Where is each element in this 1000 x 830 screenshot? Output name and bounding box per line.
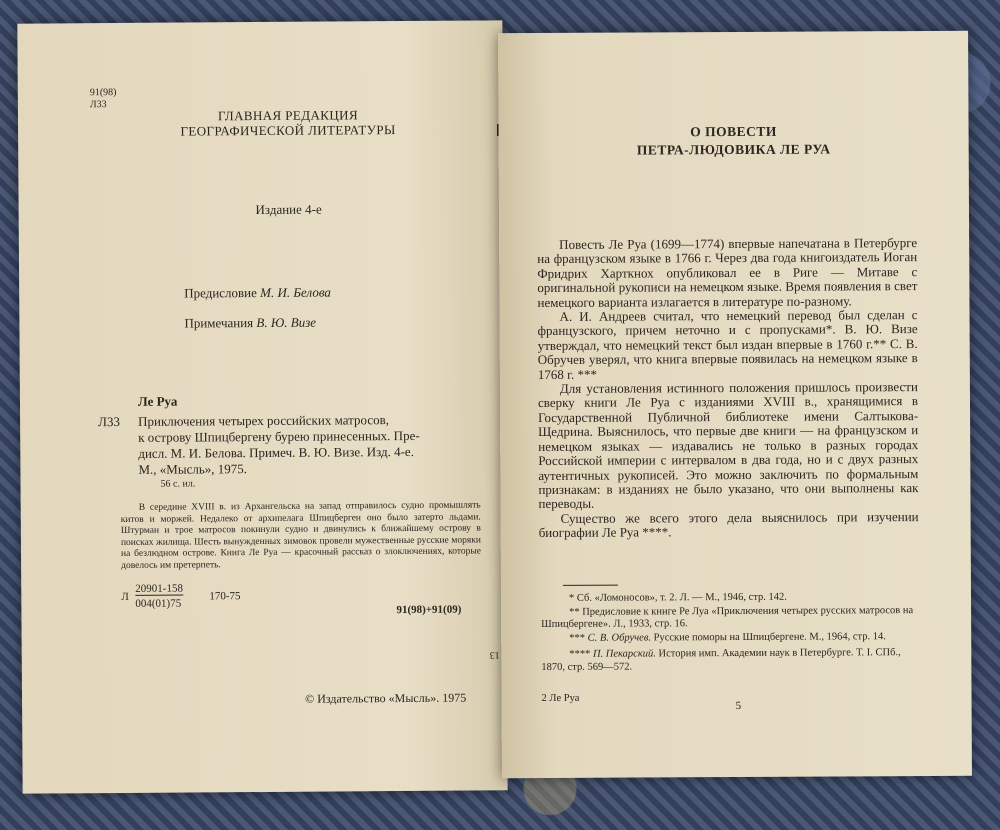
footnote-text: Русские поморы на Шпицбергене. М., 1964, стр. 14. (653, 630, 886, 643)
footnotes (541, 591, 921, 675)
copyright-icon: © (304, 691, 315, 706)
catalog-line: Приключения четырех российских матросов, (138, 412, 390, 429)
code-letter: Л (121, 590, 129, 603)
copyright-line (305, 691, 466, 707)
catalog-author: Ле Руа (137, 393, 178, 409)
paragraph: А. И. Андреев считал, что немецкий перевод был сделан с французского, причем неточно и с пропусками*. В. Ю. Визе утверждал, что немецкий текст был издан впервые в 1760 г.** С. В. Обручев уверял, что книга впервые появилась на немецком языке в 1768 г. *** (537, 307, 918, 382)
page-number: 5 (735, 699, 742, 713)
annotation: В середине XVIII в. из Архангельска на запад отправилось судно промышлять китов и моржей. Недалеко от архипелага Шпицберген оно было затерто льдами. Штурман и трое матросов покинули судно и двинулись к ближайшему острову в поисках жилища. Шесть вынужденных зимовок провели мужественные русские моряки на безлюдном острове. Книга Ле Руа — красочный рассказ о злоключениях, которые довелось им претерпеть. (120, 500, 482, 571)
publisher-line-1: ГЛАВНАЯ РЕДАКЦИЯ (217, 107, 359, 124)
footnote-divider (563, 585, 618, 586)
catalog-line: дисл. М. И. Белова. Примеч. В. Ю. Визе. Изд. 4-е. (138, 443, 414, 461)
footnote-text: Сб. «Ломоносов», т. 2. Л. — М., 1946, стр. 142. (576, 591, 787, 604)
footnote-mark: *** (569, 632, 585, 644)
paragraph: Для установления истинного положения пришлось произвести сверку книги Ле Руа с изданиями XVIII в., хранящимися в Государственной Публичной библиотеке имени Салтыкова-Щедрина. Выяснилось, что первые две книги — на французском и немецком языках — издавались не только в разных городах Российской империи с интервалом в два года, но и с двух разных аутентичных рукописей. Это можно заключить по формальным признакам: в изданиях не было указано, что они выполнены как переводы. (537, 379, 919, 512)
catalog-entry (138, 411, 483, 477)
code-suffix: 170-75 (209, 590, 241, 603)
notes-credit (184, 315, 316, 332)
chapter-title-line-1: О ПОВЕСТИ (690, 123, 777, 140)
footnote-author: С. В. Обручев. (587, 631, 652, 644)
footnote (541, 631, 921, 645)
footnote-text: Предисловие к книге Ре Луа «Приключения четырех русских матросов на Шпицбергене». Л., 1933, стр. 16. (541, 604, 914, 631)
code-numerator: 20901-158 (135, 582, 183, 595)
body-text (537, 236, 919, 541)
bbk-code: 91(98)+91(09) (396, 603, 462, 617)
notes-label: Примечания (184, 315, 254, 331)
publisher-line-2: ГЕОГРАФИЧЕСКОЙ ЛИТЕРАТУРЫ (180, 122, 396, 139)
footnote (541, 591, 921, 605)
pages-info: 56 с. ил. (160, 478, 196, 490)
code-denominator: 004(01)75 (135, 597, 182, 610)
notes-name: В. Ю. Визе (256, 314, 317, 331)
catalog-line: М., «Мысль», 1975. (138, 461, 248, 477)
footnote-author: П. Пекарский. (592, 648, 656, 660)
edition-label: Издание 4-е (255, 201, 322, 218)
preface-credit (184, 285, 331, 302)
corner-code: 91(98) (89, 87, 117, 99)
preface-label: Предисловие (184, 285, 257, 301)
chapter-title-line-2: ПЕТРА-ЛЮДОВИКА ЛЕ РУА (636, 141, 831, 158)
catalog-index: Л33 (98, 413, 120, 430)
footnote (541, 605, 921, 632)
preface-name: М. И. Белова (260, 284, 331, 301)
footnote-mark: * (568, 592, 575, 604)
paragraph: Существо же всего этого дела выяснилось при изучении биографии Ле Руа ****. (538, 508, 919, 541)
footnote (541, 647, 921, 674)
footnote-mark: ** (569, 606, 580, 618)
catalog-line: к острову Шпицбергену бурею принесенных. Пре- (138, 427, 420, 445)
right-page (498, 31, 972, 778)
side-number: 13 (489, 649, 500, 661)
footnote-text: История имп. Академии наук в Петербурге. Т. I. СПб., 1870, стр. 569—572. (541, 647, 901, 673)
left-page (17, 20, 507, 793)
copyright-text: Издательство «Мысль». 1975 (317, 690, 467, 706)
printer-signature: 2 Ле Руа (541, 692, 580, 705)
footnote-mark: **** (569, 648, 591, 660)
paragraph: Повесть Ле Руа (1699—1774) впервые напечатана в Петербурге на французском языке в 1766 г. Через два года книгоиздатель Иоган Фридрих Харткнох опубликовал ее в Риге — Митаве с оригинальной рукописи на немецком языке. Время появления в свет немецкого варианта излагается в литературе по-разному. (537, 235, 918, 310)
corner-index: Л33 (89, 99, 107, 111)
